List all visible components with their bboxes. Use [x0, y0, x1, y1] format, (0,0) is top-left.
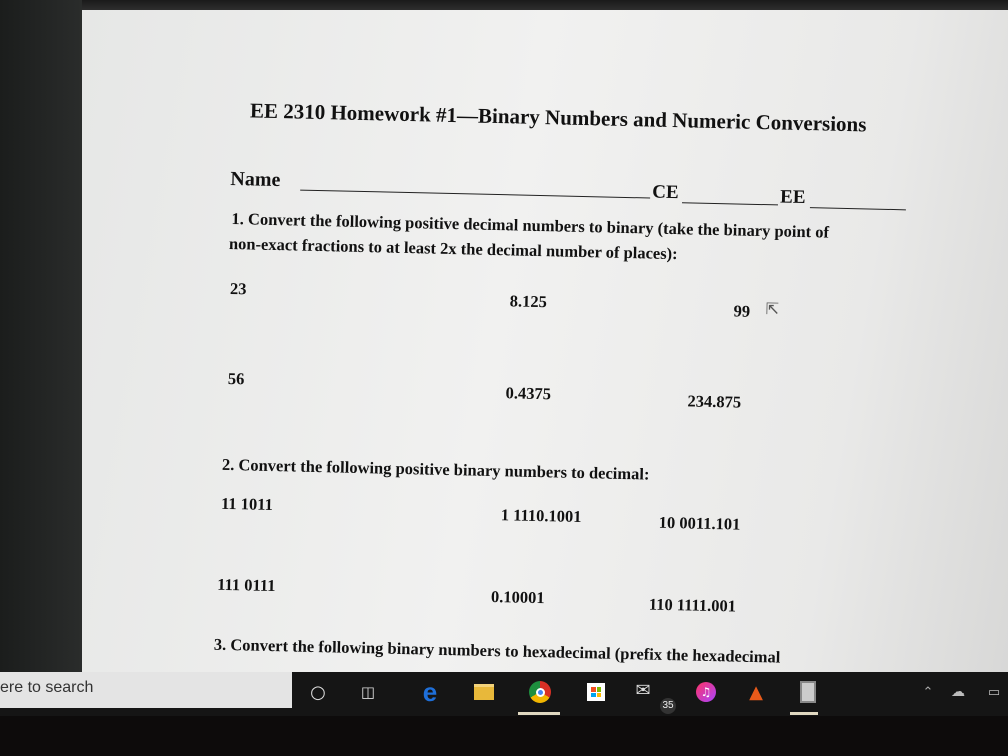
file-explorer-icon[interactable]: [472, 680, 496, 704]
mouse-cursor-icon: ⇱: [765, 299, 780, 319]
task-view-icon[interactable]: ◫: [360, 683, 376, 701]
q2-item: 11 1011: [220, 493, 274, 515]
calculator-icon[interactable]: [796, 680, 820, 704]
q2-item: 0.10001: [490, 587, 545, 608]
homework-document: [69, 7, 1008, 690]
mail-badge: 35: [660, 698, 676, 714]
matlab-icon[interactable]: ▲: [749, 681, 763, 703]
store-icon[interactable]: [584, 680, 608, 704]
chrome-active-indicator: [518, 712, 560, 715]
document-viewer: [82, 10, 1008, 672]
ee-line: [810, 207, 906, 210]
q1-item: 8.125: [509, 291, 548, 312]
taskbar-search-box[interactable]: [0, 672, 292, 708]
itunes-icon[interactable]: ♫: [694, 680, 718, 704]
q1-item: 23: [229, 279, 247, 299]
q2-item: 10 0011.101: [658, 512, 741, 534]
edge-icon[interactable]: e: [422, 676, 438, 707]
ce-label: CE: [652, 181, 679, 204]
ce-line: [682, 202, 778, 205]
ee-label: EE: [779, 186, 806, 209]
q1-item: 56: [227, 368, 245, 389]
network-icon[interactable]: ▭: [987, 684, 1001, 700]
name-line: [300, 190, 650, 199]
question-1-line-1: 1. Convert the following positive decimal numbers to binary (take the binary point of: [231, 209, 830, 242]
question-2: 2. Convert the following positive binary numbers to decimal:: [221, 454, 650, 484]
q2-item: 110 1111.001: [648, 594, 737, 616]
onedrive-icon[interactable]: ☁: [951, 684, 965, 700]
search-placeholder: ere to search: [0, 679, 94, 696]
q2-item: 111 0111: [217, 574, 276, 596]
question-1-line-2: non-exact fractions to at least 2x the decimal number of places):: [228, 233, 678, 264]
q1-item: 0.4375: [505, 383, 552, 404]
calculator-active-indicator: [790, 712, 818, 715]
chrome-icon[interactable]: [528, 680, 552, 704]
name-label: Name: [230, 167, 281, 192]
q1-item: 234.875: [687, 391, 742, 412]
document-title: EE 2310 Homework #1—Binary Numbers and Numeric Conversions: [249, 98, 867, 137]
question-3: 3. Convert the following binary numbers to hexadecimal (prefix the hexadecimal: [213, 634, 781, 667]
monitor-bezel: [0, 0, 82, 672]
cortana-icon[interactable]: ○: [310, 681, 326, 703]
show-hidden-icons-chevron-icon[interactable]: ⌃: [922, 684, 934, 700]
mail-icon[interactable]: ✉: [635, 679, 651, 701]
q1-item: 99: [733, 301, 751, 321]
q2-item: 1 1110.1001: [500, 505, 582, 527]
